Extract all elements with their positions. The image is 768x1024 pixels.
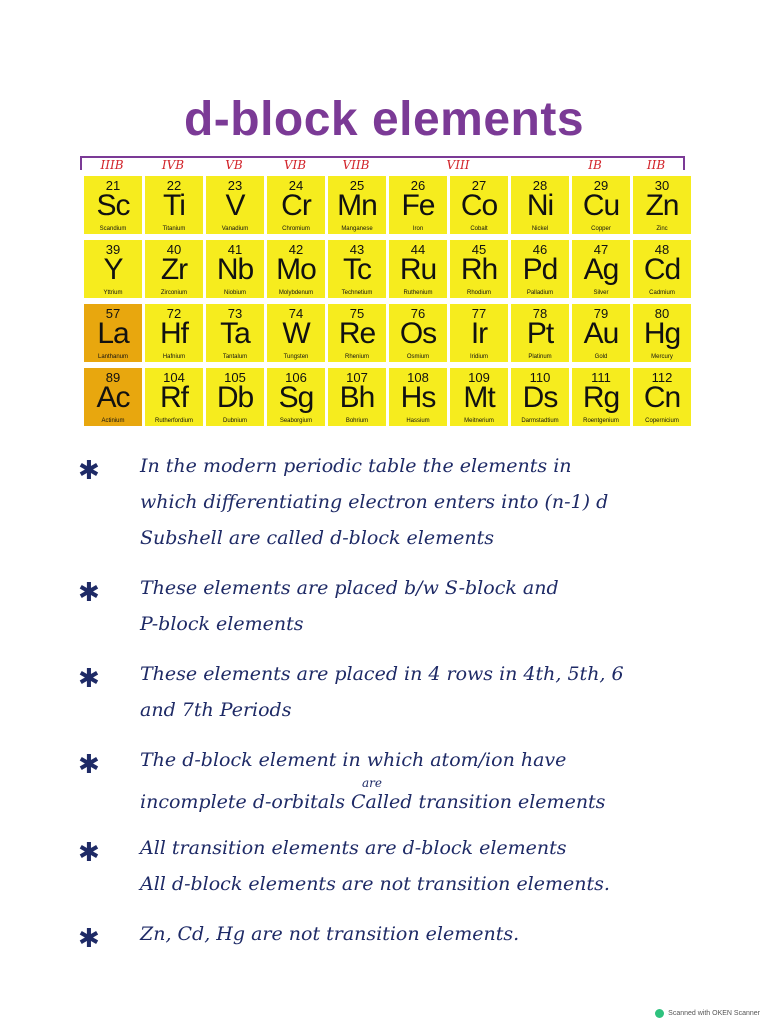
note-insert: are — [362, 776, 382, 790]
element-symbol: Cr — [281, 189, 311, 222]
group-label: VIII — [446, 158, 470, 172]
element-cell — [84, 304, 142, 362]
group-label: VIIB — [342, 158, 370, 172]
element-cell — [328, 368, 386, 426]
group-label: VB — [225, 158, 243, 172]
element-name: Iridium — [469, 354, 488, 360]
element-symbol: Pt — [526, 317, 554, 350]
atomic-number: 80 — [654, 306, 670, 321]
element-name: Chromium — [282, 226, 310, 232]
element-cell — [572, 176, 630, 234]
note-item — [78, 570, 718, 642]
atomic-number: 104 — [163, 370, 185, 385]
atomic-number: 23 — [227, 178, 243, 193]
element-cell — [267, 176, 325, 234]
note-line: incomplete d-orbitals Called transition elements — [140, 791, 606, 813]
element-name: Bohrium — [345, 418, 369, 424]
atomic-number: 112 — [651, 370, 673, 385]
element-name: Hafnium — [162, 354, 186, 360]
element-symbol: Bh — [339, 381, 375, 414]
atomic-number: 24 — [288, 178, 304, 193]
element-cell — [328, 176, 386, 234]
asterisk-icon: ✱ — [78, 456, 100, 486]
element-symbol: Ac — [96, 381, 130, 414]
element-name: Actinium — [101, 418, 125, 424]
element-cell — [206, 368, 264, 426]
atomic-number: 78 — [532, 306, 548, 321]
atomic-number: 22 — [166, 178, 182, 193]
atomic-number: 47 — [593, 242, 609, 257]
element-symbol: Cu — [582, 189, 620, 222]
element-cell — [572, 240, 630, 298]
element-name: Technetium — [341, 290, 373, 296]
element-name: Molybdenum — [278, 290, 314, 296]
atomic-number: 48 — [654, 242, 670, 257]
atomic-number: 28 — [532, 178, 548, 193]
element-symbol: Mt — [463, 381, 495, 414]
note-item — [78, 916, 718, 952]
element-name: Rhodium — [466, 290, 491, 296]
element-cell — [450, 368, 508, 426]
atomic-number: 76 — [410, 306, 426, 321]
element-name: Darmstadtium — [521, 418, 559, 424]
element-symbol: Hf — [160, 317, 188, 350]
element-symbol: Sc — [96, 189, 130, 222]
element-cell — [389, 240, 447, 298]
element-cell — [84, 176, 142, 234]
element-cell — [511, 176, 569, 234]
element-name: Dubnium — [222, 418, 247, 424]
element-cell — [267, 240, 325, 298]
element-name: Cadmium — [649, 290, 675, 296]
element-cell — [633, 176, 691, 234]
element-symbol: Re — [338, 317, 376, 350]
element-name: Tantalum — [222, 354, 248, 360]
atomic-number: 29 — [593, 178, 609, 193]
element-cell — [206, 304, 264, 362]
element-cell — [389, 176, 447, 234]
element-symbol: Zr — [160, 253, 188, 286]
note-line: These elements are placed in 4 rows in 4th, 5th, 6 — [140, 663, 624, 685]
element-symbol: W — [282, 317, 310, 350]
element-name: Platinum — [528, 354, 552, 360]
element-symbol: Pd — [522, 253, 558, 286]
element-symbol: Co — [460, 189, 498, 222]
atomic-number: 111 — [591, 370, 611, 385]
note-line: All transition elements are d-block elements — [140, 837, 567, 859]
element-name: Scandium — [99, 226, 127, 232]
element-symbol: Rg — [582, 381, 620, 414]
element-cell — [206, 176, 264, 234]
atomic-number: 105 — [224, 370, 246, 385]
element-cell — [511, 368, 569, 426]
asterisk-icon: ✱ — [78, 664, 100, 694]
element-symbol: Ru — [399, 253, 437, 286]
element-cell — [450, 304, 508, 362]
element-name: Zirconium — [160, 290, 188, 296]
element-cell — [145, 176, 203, 234]
atomic-number: 106 — [285, 370, 307, 385]
element-symbol: Rh — [460, 253, 498, 286]
atomic-number: 25 — [349, 178, 365, 193]
element-cell — [511, 304, 569, 362]
element-cell — [511, 240, 569, 298]
note-line: Zn, Cd, Hg are not transition elements. — [140, 923, 520, 945]
element-symbol: Hg — [643, 317, 681, 350]
element-cell — [633, 240, 691, 298]
element-name: Mercury — [651, 354, 673, 360]
element-symbol: V — [225, 189, 245, 222]
note-line: P-block elements — [140, 613, 304, 635]
atomic-number: 42 — [288, 242, 304, 257]
atomic-number: 30 — [654, 178, 670, 193]
group-label: IVB — [161, 158, 185, 172]
element-cell — [572, 304, 630, 362]
element-symbol: Nb — [216, 253, 254, 286]
note-line: and 7th Periods — [140, 699, 292, 721]
element-name: Rhenium — [344, 354, 369, 360]
atomic-number: 21 — [105, 178, 121, 193]
note-line: All d-block elements are not transition elements. — [140, 873, 610, 895]
scanner-text: Scanned with OKEN Scanner — [668, 1010, 760, 1017]
element-cell — [389, 368, 447, 426]
element-cell — [633, 368, 691, 426]
atomic-number: 73 — [227, 306, 243, 321]
element-symbol: Ir — [470, 317, 488, 350]
element-symbol: Sg — [278, 381, 314, 414]
element-cell — [206, 240, 264, 298]
element-name: Seaborgium — [279, 418, 313, 424]
atomic-number: 107 — [346, 370, 368, 385]
group-label: IIB — [646, 158, 666, 172]
element-symbol: Cd — [643, 253, 681, 286]
atomic-number: 89 — [105, 370, 121, 385]
group-label: IB — [588, 158, 602, 172]
element-name: Rutherfordium — [154, 418, 193, 424]
atomic-number: 43 — [349, 242, 365, 257]
element-symbol: Ni — [526, 189, 554, 222]
element-name: Roentgenium — [583, 418, 619, 424]
element-name: Palladium — [526, 290, 554, 296]
note-item — [78, 448, 718, 556]
element-name: Osmium — [406, 354, 430, 360]
atomic-number: 108 — [407, 370, 429, 385]
element-name: Ruthenium — [403, 290, 433, 296]
note-line: In the modern periodic table the elements in — [140, 455, 572, 477]
atomic-number: 40 — [166, 242, 182, 257]
element-symbol: Au — [583, 317, 619, 350]
element-symbol: La — [97, 317, 129, 350]
element-cell — [145, 240, 203, 298]
element-cell — [267, 368, 325, 426]
element-symbol: Y — [103, 253, 123, 286]
atomic-number: 110 — [529, 370, 551, 385]
asterisk-icon: ✱ — [78, 578, 100, 608]
element-cell — [633, 304, 691, 362]
element-symbol: Fe — [401, 189, 435, 222]
scanner-logo-icon — [655, 1009, 664, 1018]
handwritten-notes — [78, 448, 718, 966]
element-name: Meitnerium — [464, 418, 494, 424]
page-title: d-block elements — [183, 93, 585, 146]
asterisk-icon: ✱ — [78, 750, 100, 780]
element-symbol: Ta — [220, 317, 250, 350]
element-cell — [450, 176, 508, 234]
element-symbol: Db — [216, 381, 254, 414]
element-cell — [572, 368, 630, 426]
element-name: Titanium — [162, 226, 186, 232]
element-name: Niobium — [223, 290, 246, 296]
element-symbol: Ti — [163, 189, 185, 222]
note-line: which differentiating electron enters into (n-1) d — [140, 491, 609, 513]
note-item — [78, 742, 718, 816]
element-name: Hassium — [406, 418, 430, 424]
element-name: Manganese — [341, 226, 373, 232]
atomic-number: 27 — [471, 178, 487, 193]
element-symbol: Hs — [400, 381, 436, 414]
element-symbol: Tc — [343, 253, 371, 286]
group-label: VIB — [283, 158, 307, 172]
element-name: Copper — [591, 226, 611, 232]
atomic-number: 77 — [471, 306, 487, 321]
atomic-number: 72 — [166, 306, 182, 321]
element-name: Copernicium — [645, 418, 679, 424]
element-name: Cobalt — [470, 226, 488, 232]
asterisk-icon: ✱ — [78, 838, 100, 868]
element-name: Silver — [593, 290, 609, 296]
note-line: These elements are placed b/w S-block and — [140, 577, 559, 599]
element-cell — [328, 240, 386, 298]
element-name: Gold — [594, 354, 608, 360]
element-symbol: Mo — [276, 253, 316, 286]
element-cell — [145, 304, 203, 362]
periodic-table — [84, 176, 691, 426]
note-line: Subshell are called d-block elements — [140, 527, 495, 549]
element-symbol: Cn — [643, 381, 681, 414]
element-cell — [450, 240, 508, 298]
element-symbol: Zn — [645, 189, 679, 222]
element-name: Lanthanum — [97, 354, 129, 360]
atomic-number: 44 — [410, 242, 426, 257]
element-cell — [84, 240, 142, 298]
atomic-number: 79 — [593, 306, 609, 321]
atomic-number: 45 — [471, 242, 487, 257]
atomic-number: 46 — [532, 242, 548, 257]
note-item — [78, 830, 718, 902]
group-label: IIIB — [100, 158, 124, 172]
atomic-number: 26 — [410, 178, 426, 193]
atomic-number: 57 — [105, 306, 121, 321]
scanner-watermark — [655, 1009, 760, 1018]
element-cell — [389, 304, 447, 362]
element-name: Nickel — [531, 226, 549, 232]
element-name: Iron — [412, 226, 424, 232]
element-cell — [328, 304, 386, 362]
element-cell — [145, 368, 203, 426]
atomic-number: 41 — [227, 242, 243, 257]
element-symbol: Os — [399, 317, 437, 350]
element-symbol: Ds — [522, 381, 558, 414]
atomic-number: 109 — [468, 370, 490, 385]
element-name: Zinc — [656, 226, 668, 232]
asterisk-icon: ✱ — [78, 924, 100, 954]
element-symbol: Ag — [583, 253, 619, 286]
atomic-number: 74 — [288, 306, 304, 321]
element-symbol: Mn — [337, 189, 377, 222]
atomic-number: 39 — [105, 242, 121, 257]
element-name: Tungsten — [283, 354, 309, 360]
element-symbol: Rf — [160, 381, 188, 414]
note-item — [78, 656, 718, 728]
note-line: The d-block element in which atom/ion have — [140, 749, 567, 771]
element-cell — [267, 304, 325, 362]
element-cell — [84, 368, 142, 426]
element-name: Vanadium — [221, 226, 249, 232]
atomic-number: 75 — [349, 306, 365, 321]
element-name: Yttrium — [103, 290, 123, 296]
